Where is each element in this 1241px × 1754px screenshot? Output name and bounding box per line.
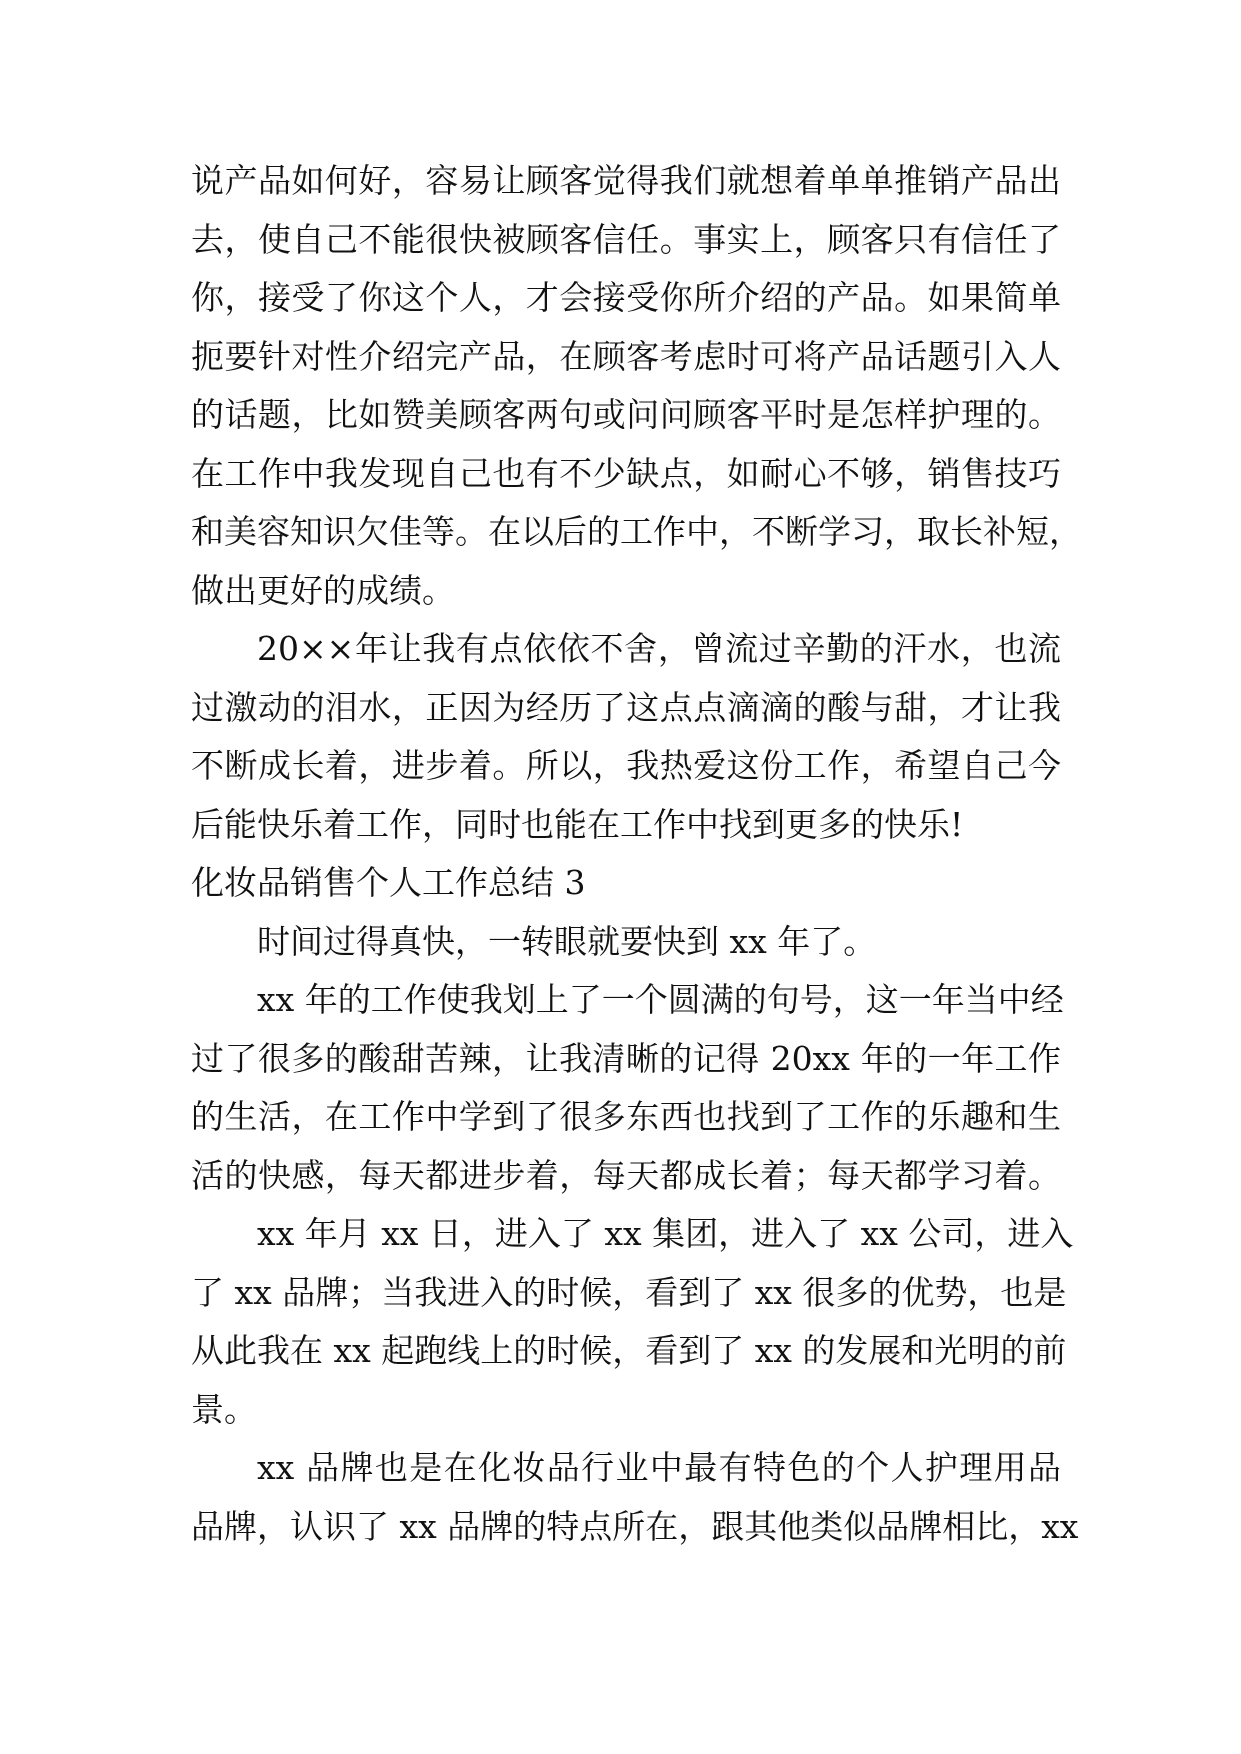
text-line: 了 xx 品牌；当我进入的时候，看到了 xx 很多的优势，也是 xyxy=(191,1272,1067,1312)
text-line: xx 年的工作使我划上了一个圆满的句号，这一年当中经 xyxy=(257,980,1064,1019)
text-line: 过了很多的酸甜苦辣，让我清晰的记得 20xx 年的一年工作 xyxy=(191,1038,1061,1078)
section-heading xyxy=(191,854,1061,913)
paragraph xyxy=(191,913,1061,972)
paragraph xyxy=(191,1439,1079,1556)
text-line: 品牌，认识了 xx 品牌的特点所在，跟其他类似品牌相比，xx xyxy=(191,1506,1079,1546)
text-line: 的话题，比如赞美顾客两句或问问顾客平时是怎样护理的。 xyxy=(191,395,1061,434)
text-line: 过激动的泪水，正因为经历了这点点滴滴的酸与甜，才让我 xyxy=(191,687,1061,727)
text-line: 你，接受了你这个人，才会接受你所介绍的产品。如果简单 xyxy=(191,278,1061,317)
text-line: 和美容知识欠佳等。在以后的工作中，不断学习，取长补短， xyxy=(191,512,1082,551)
section-title: 化妆品销售个人工作总结 3 xyxy=(191,863,586,902)
text-line: 后能快乐着工作，同时也能在工作中找到更多的快乐! xyxy=(191,804,964,844)
text-line: xx 年月 xx 日，进入了 xx 集团，进入了 xx 公司，进入 xyxy=(257,1214,1074,1253)
paragraph xyxy=(191,971,1064,1205)
text-line: 说产品如何好，容易让顾客觉得我们就想着单单推销产品出 xyxy=(191,161,1061,200)
text-line: 不断成长着，进步着。所以，我热爱这份工作，希望自己今 xyxy=(191,746,1061,785)
text-line: 景。 xyxy=(191,1389,257,1429)
paragraph xyxy=(191,152,1082,620)
document-body xyxy=(191,152,1082,1556)
paragraph xyxy=(191,620,1061,854)
text-line: 去，使自己不能很快被顾客信任。事实上，顾客只有信任了 xyxy=(191,219,1061,259)
text-line: xx 品牌也是在化妆品行业中最有特色的个人护理用品 xyxy=(257,1448,1061,1487)
text-line: 从此我在 xx 起跑线上的时候，看到了 xx 的发展和光明的前 xyxy=(191,1331,1067,1370)
text-line: 做出更好的成绩。 xyxy=(191,570,455,610)
text-line: 扼要针对性介绍完产品，在顾客考虑时可将产品话题引入人 xyxy=(191,336,1061,376)
text-line: 的生活，在工作中学到了很多东西也找到了工作的乐趣和生 xyxy=(191,1097,1061,1136)
text-line: 活的快感，每天都进步着，每天都成长着；每天都学习着。 xyxy=(191,1155,1061,1195)
text-line: 时间过得真快，一转眼就要快到 xx 年了。 xyxy=(257,921,877,961)
text-line: 在工作中我发现自己也有不少缺点，如耐心不够，销售技巧 xyxy=(191,453,1061,493)
paragraph xyxy=(191,1205,1074,1439)
text-line: 20××年让我有点依依不舍，曾流过辛勤的汗水，也流 xyxy=(257,629,1061,668)
